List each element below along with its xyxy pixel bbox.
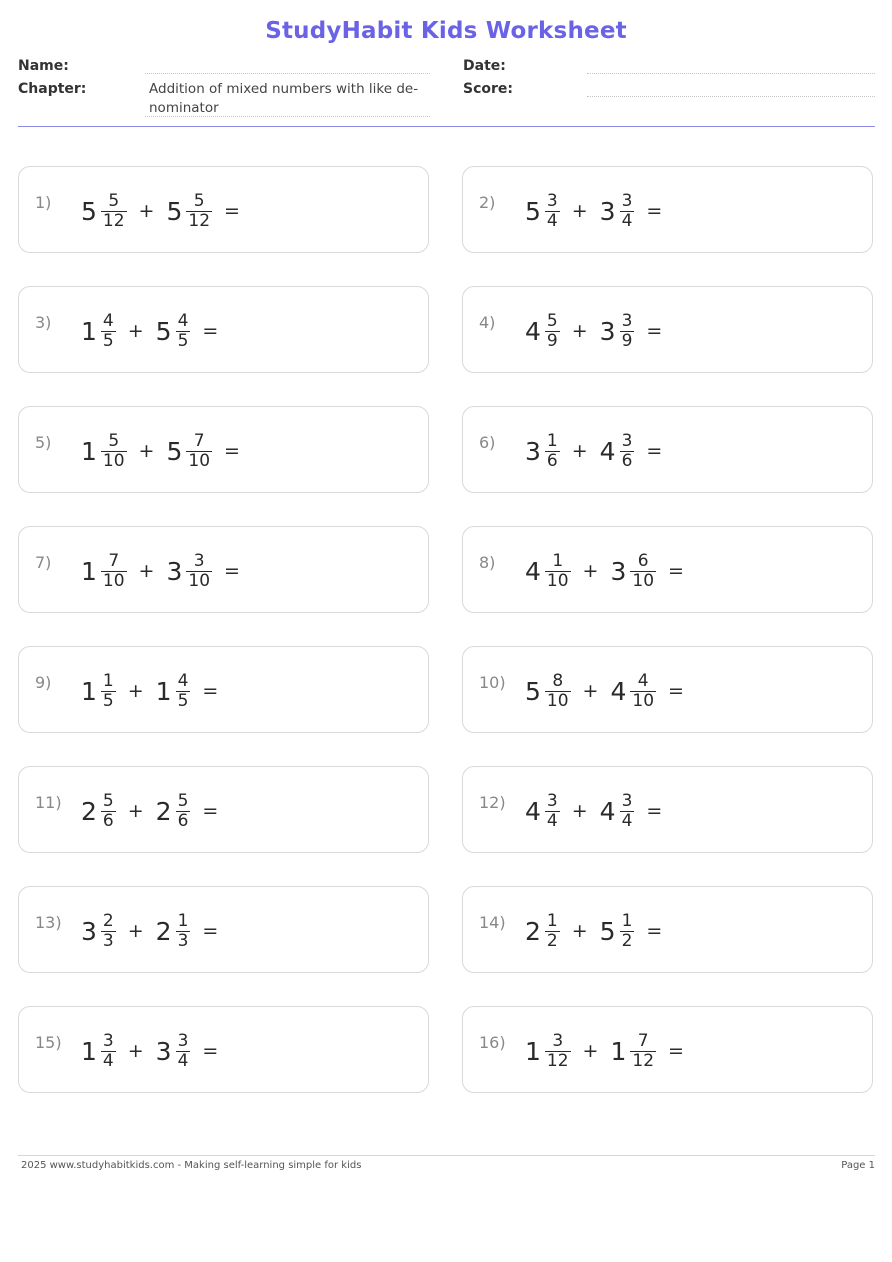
numerator: 3 — [546, 790, 558, 811]
plus-sign: + — [571, 200, 588, 222]
fraction — [545, 312, 560, 351]
mixed-number — [610, 672, 656, 711]
whole-number: 3 — [599, 316, 616, 346]
mixed-number — [600, 792, 635, 831]
problem-number: 11) — [35, 793, 62, 812]
whole-number: 4 — [599, 796, 616, 826]
mixed-number — [525, 192, 560, 231]
mixed-number — [600, 912, 635, 951]
problem-number: 10) — [479, 673, 506, 692]
equals-sign: = — [224, 440, 240, 462]
problem-card — [462, 286, 873, 373]
fraction — [101, 672, 116, 711]
date-field-line[interactable] — [587, 73, 875, 74]
problem-card — [462, 526, 873, 613]
fraction — [620, 912, 635, 951]
equals-sign: = — [224, 560, 240, 582]
math-expression — [525, 547, 684, 595]
equals-sign: = — [646, 800, 663, 822]
whole-number: 5 — [166, 196, 183, 226]
whole-number: 4 — [525, 316, 541, 346]
denominator: 10 — [102, 570, 125, 591]
equals-sign: = — [668, 680, 684, 702]
mixed-number — [600, 312, 635, 351]
denominator: 6 — [621, 450, 633, 471]
equals-sign: = — [202, 920, 219, 942]
plus-sign: + — [127, 320, 144, 342]
equals-sign: = — [202, 800, 219, 822]
numerator: 5 — [177, 790, 189, 811]
fraction — [630, 1032, 656, 1071]
plus-sign: + — [127, 800, 144, 822]
denominator: 4 — [102, 1050, 114, 1071]
plus-sign: + — [582, 680, 599, 702]
fraction — [101, 912, 116, 951]
denominator: 5 — [102, 690, 114, 711]
numerator: 1 — [552, 550, 564, 571]
whole-number: 2 — [81, 796, 97, 826]
equals-sign: = — [224, 200, 240, 222]
whole-number: 1 — [525, 1036, 541, 1066]
problem-number: 7) — [35, 553, 52, 572]
denominator: 3 — [177, 930, 189, 951]
mixed-number — [600, 192, 635, 231]
mixed-number — [156, 672, 191, 711]
problem-card — [18, 646, 429, 733]
plus-sign: + — [571, 320, 588, 342]
numerator: 1 — [546, 910, 558, 931]
name-field-line[interactable] — [145, 73, 430, 74]
whole-number: 5 — [81, 196, 97, 226]
problem-number: 3) — [35, 313, 52, 332]
fraction — [186, 552, 212, 591]
mixed-number — [600, 432, 635, 471]
denominator: 10 — [188, 570, 211, 591]
denominator: 12 — [546, 1050, 569, 1071]
numerator: 3 — [621, 430, 633, 451]
denominator: 6 — [546, 450, 558, 471]
math-expression — [525, 667, 684, 715]
fraction — [620, 432, 635, 471]
numerator: 7 — [637, 1030, 649, 1051]
whole-number: 2 — [155, 916, 172, 946]
numerator: 3 — [546, 190, 558, 211]
whole-number: 2 — [155, 796, 172, 826]
whole-number: 5 — [599, 916, 616, 946]
equals-sign: = — [202, 320, 219, 342]
mixed-number — [525, 432, 560, 471]
plus-sign: + — [127, 680, 144, 702]
fraction — [101, 312, 116, 351]
fraction — [176, 912, 191, 951]
name-label: Name: — [18, 58, 69, 74]
footer-divider — [18, 1155, 875, 1156]
equals-sign: = — [202, 1040, 219, 1062]
mixed-number — [156, 912, 191, 951]
denominator: 12 — [632, 1050, 655, 1071]
numerator: 4 — [637, 670, 649, 691]
whole-number: 4 — [525, 556, 541, 586]
score-label: Score: — [463, 81, 513, 97]
denominator: 4 — [621, 210, 633, 231]
mixed-number — [525, 312, 560, 351]
problem-number: 16) — [479, 1033, 506, 1052]
fraction — [186, 192, 212, 231]
mixed-number — [81, 312, 116, 351]
denominator: 4 — [546, 810, 558, 831]
fraction — [630, 552, 656, 591]
denominator: 4 — [177, 1050, 189, 1071]
mixed-number — [156, 1032, 191, 1071]
math-expression — [525, 1027, 684, 1075]
problem-card — [18, 166, 429, 253]
plus-sign: + — [127, 1040, 144, 1062]
denominator: 3 — [102, 930, 114, 951]
denominator: 12 — [188, 210, 211, 231]
denominator: 4 — [621, 810, 633, 831]
math-expression — [81, 547, 240, 595]
header-divider — [18, 126, 875, 127]
plus-sign: + — [582, 560, 599, 582]
problem-card — [18, 406, 429, 493]
denominator: 10 — [632, 570, 655, 591]
problem-number: 4) — [479, 313, 496, 332]
mixed-number — [525, 912, 560, 951]
page-number: Page 1 — [841, 1160, 875, 1171]
plus-sign: + — [582, 1040, 599, 1062]
mixed-number — [156, 792, 191, 831]
plus-sign: + — [138, 440, 155, 462]
problem-card — [18, 766, 429, 853]
fraction — [186, 432, 212, 471]
denominator: 9 — [621, 330, 633, 351]
numerator: 3 — [552, 1030, 564, 1051]
denominator: 6 — [177, 810, 189, 831]
numerator: 3 — [621, 790, 633, 811]
math-expression — [81, 307, 218, 355]
fraction — [101, 192, 127, 231]
whole-number: 1 — [610, 1036, 627, 1066]
whole-number: 3 — [166, 556, 183, 586]
math-expression — [525, 787, 662, 835]
fraction — [545, 432, 560, 471]
problem-card — [462, 166, 873, 253]
denominator: 2 — [546, 930, 558, 951]
mixed-number — [525, 552, 571, 591]
denominator: 10 — [632, 690, 655, 711]
mixed-number — [166, 552, 212, 591]
problem-card — [462, 886, 873, 973]
mixed-number — [81, 672, 116, 711]
problem-card — [462, 766, 873, 853]
whole-number: 1 — [81, 556, 97, 586]
plus-sign: + — [127, 920, 144, 942]
score-field-line[interactable] — [587, 96, 875, 97]
math-expression — [81, 907, 218, 955]
fraction — [620, 312, 635, 351]
denominator: 6 — [102, 810, 114, 831]
plus-sign: + — [138, 200, 155, 222]
chapter-value: Addition of mixed numbers with like de-nominator — [149, 81, 419, 116]
denominator: 4 — [546, 210, 558, 231]
equals-sign: = — [668, 560, 684, 582]
fraction — [176, 672, 191, 711]
whole-number: 1 — [81, 436, 97, 466]
problem-number: 13) — [35, 913, 62, 932]
fraction — [101, 792, 116, 831]
mixed-number — [166, 192, 212, 231]
whole-number: 4 — [610, 676, 627, 706]
whole-number: 1 — [81, 676, 97, 706]
numerator: 1 — [546, 430, 558, 451]
whole-number: 3 — [155, 1036, 172, 1066]
mixed-number — [156, 312, 191, 351]
fraction — [545, 912, 560, 951]
problem-card — [18, 886, 429, 973]
numerator: 5 — [193, 190, 205, 211]
whole-number: 3 — [525, 436, 541, 466]
numerator: 4 — [177, 670, 189, 691]
plus-sign: + — [138, 560, 155, 582]
problem-number: 15) — [35, 1033, 62, 1052]
fraction — [101, 1032, 116, 1071]
math-expression — [525, 907, 662, 955]
mixed-number — [81, 432, 127, 471]
problem-card — [18, 526, 429, 613]
problem-card — [18, 286, 429, 373]
whole-number: 5 — [525, 676, 541, 706]
numerator: 1 — [102, 670, 114, 691]
fraction — [545, 672, 571, 711]
numerator: 5 — [102, 790, 114, 811]
fraction — [545, 552, 571, 591]
math-expression — [81, 787, 218, 835]
numerator: 6 — [637, 550, 649, 571]
problem-card — [462, 646, 873, 733]
numerator: 7 — [108, 550, 120, 571]
numerator: 5 — [108, 190, 120, 211]
denominator: 5 — [177, 690, 189, 711]
numerator: 3 — [621, 190, 633, 211]
denominator: 10 — [102, 450, 125, 471]
denominator: 5 — [102, 330, 114, 351]
chapter-field-line — [145, 116, 430, 117]
plus-sign: + — [571, 800, 588, 822]
math-expression — [525, 307, 662, 355]
fraction — [176, 1032, 191, 1071]
problem-number: 5) — [35, 433, 52, 452]
whole-number: 4 — [525, 796, 541, 826]
denominator: 2 — [621, 930, 633, 951]
fraction — [545, 1032, 571, 1071]
equals-sign: = — [646, 920, 663, 942]
numerator: 1 — [177, 910, 189, 931]
mixed-number — [81, 912, 116, 951]
mixed-number — [610, 552, 656, 591]
numerator: 5 — [108, 430, 120, 451]
equals-sign: = — [646, 320, 663, 342]
fraction — [620, 792, 635, 831]
whole-number: 3 — [81, 916, 97, 946]
numerator: 7 — [193, 430, 205, 451]
mixed-number — [81, 192, 127, 231]
whole-number: 3 — [610, 556, 627, 586]
denominator: 5 — [177, 330, 189, 351]
whole-number: 5 — [525, 196, 541, 226]
equals-sign: = — [202, 680, 219, 702]
problem-number: 12) — [479, 793, 506, 812]
whole-number: 1 — [81, 316, 97, 346]
numerator: 5 — [546, 310, 558, 331]
equals-sign: = — [668, 1040, 684, 1062]
equals-sign: = — [646, 200, 663, 222]
numerator: 3 — [621, 310, 633, 331]
numerator: 1 — [621, 910, 633, 931]
math-expression — [81, 667, 218, 715]
math-expression — [525, 427, 662, 475]
problem-number: 2) — [479, 193, 496, 212]
mixed-number — [525, 792, 560, 831]
mixed-number — [610, 1032, 656, 1071]
plus-sign: + — [571, 920, 588, 942]
fraction — [176, 312, 191, 351]
worksheet-title: StudyHabit Kids Worksheet — [265, 18, 627, 44]
mixed-number — [166, 432, 212, 471]
mixed-number — [81, 792, 116, 831]
fraction — [101, 432, 127, 471]
footer-text: 2025 www.studyhabitkids.com - Making self-learning simple for kids — [21, 1160, 362, 1171]
numerator: 2 — [102, 910, 114, 931]
numerator: 3 — [177, 1030, 189, 1051]
whole-number: 2 — [525, 916, 541, 946]
problem-number: 9) — [35, 673, 52, 692]
mixed-number — [81, 1032, 116, 1071]
fraction — [630, 672, 656, 711]
denominator: 10 — [188, 450, 211, 471]
whole-number: 3 — [599, 196, 616, 226]
date-label: Date: — [463, 58, 506, 74]
whole-number: 1 — [155, 676, 172, 706]
numerator: 4 — [102, 310, 114, 331]
problem-number: 8) — [479, 553, 496, 572]
numerator: 8 — [552, 670, 564, 691]
plus-sign: + — [571, 440, 588, 462]
problem-number: 14) — [479, 913, 506, 932]
numerator: 3 — [102, 1030, 114, 1051]
whole-number: 1 — [81, 1036, 97, 1066]
numerator: 4 — [177, 310, 189, 331]
numerator: 3 — [193, 550, 205, 571]
problem-card — [462, 1006, 873, 1093]
problem-number: 1) — [35, 193, 52, 212]
whole-number: 5 — [155, 316, 172, 346]
chapter-label: Chapter: — [18, 81, 87, 97]
problem-number: 6) — [479, 433, 496, 452]
problem-card — [462, 406, 873, 493]
fraction — [176, 792, 191, 831]
fraction — [101, 552, 127, 591]
denominator: 10 — [546, 690, 569, 711]
problem-card — [18, 1006, 429, 1093]
fraction — [620, 192, 635, 231]
mixed-number — [525, 672, 571, 711]
math-expression — [81, 1027, 218, 1075]
math-expression — [81, 187, 240, 235]
whole-number: 4 — [599, 436, 616, 466]
fraction — [545, 192, 560, 231]
whole-number: 5 — [166, 436, 183, 466]
mixed-number — [81, 552, 127, 591]
equals-sign: = — [646, 440, 663, 462]
mixed-number — [525, 1032, 571, 1071]
math-expression — [81, 427, 240, 475]
denominator: 9 — [546, 330, 558, 351]
math-expression — [525, 187, 662, 235]
fraction — [545, 792, 560, 831]
denominator: 12 — [102, 210, 125, 231]
denominator: 10 — [546, 570, 569, 591]
